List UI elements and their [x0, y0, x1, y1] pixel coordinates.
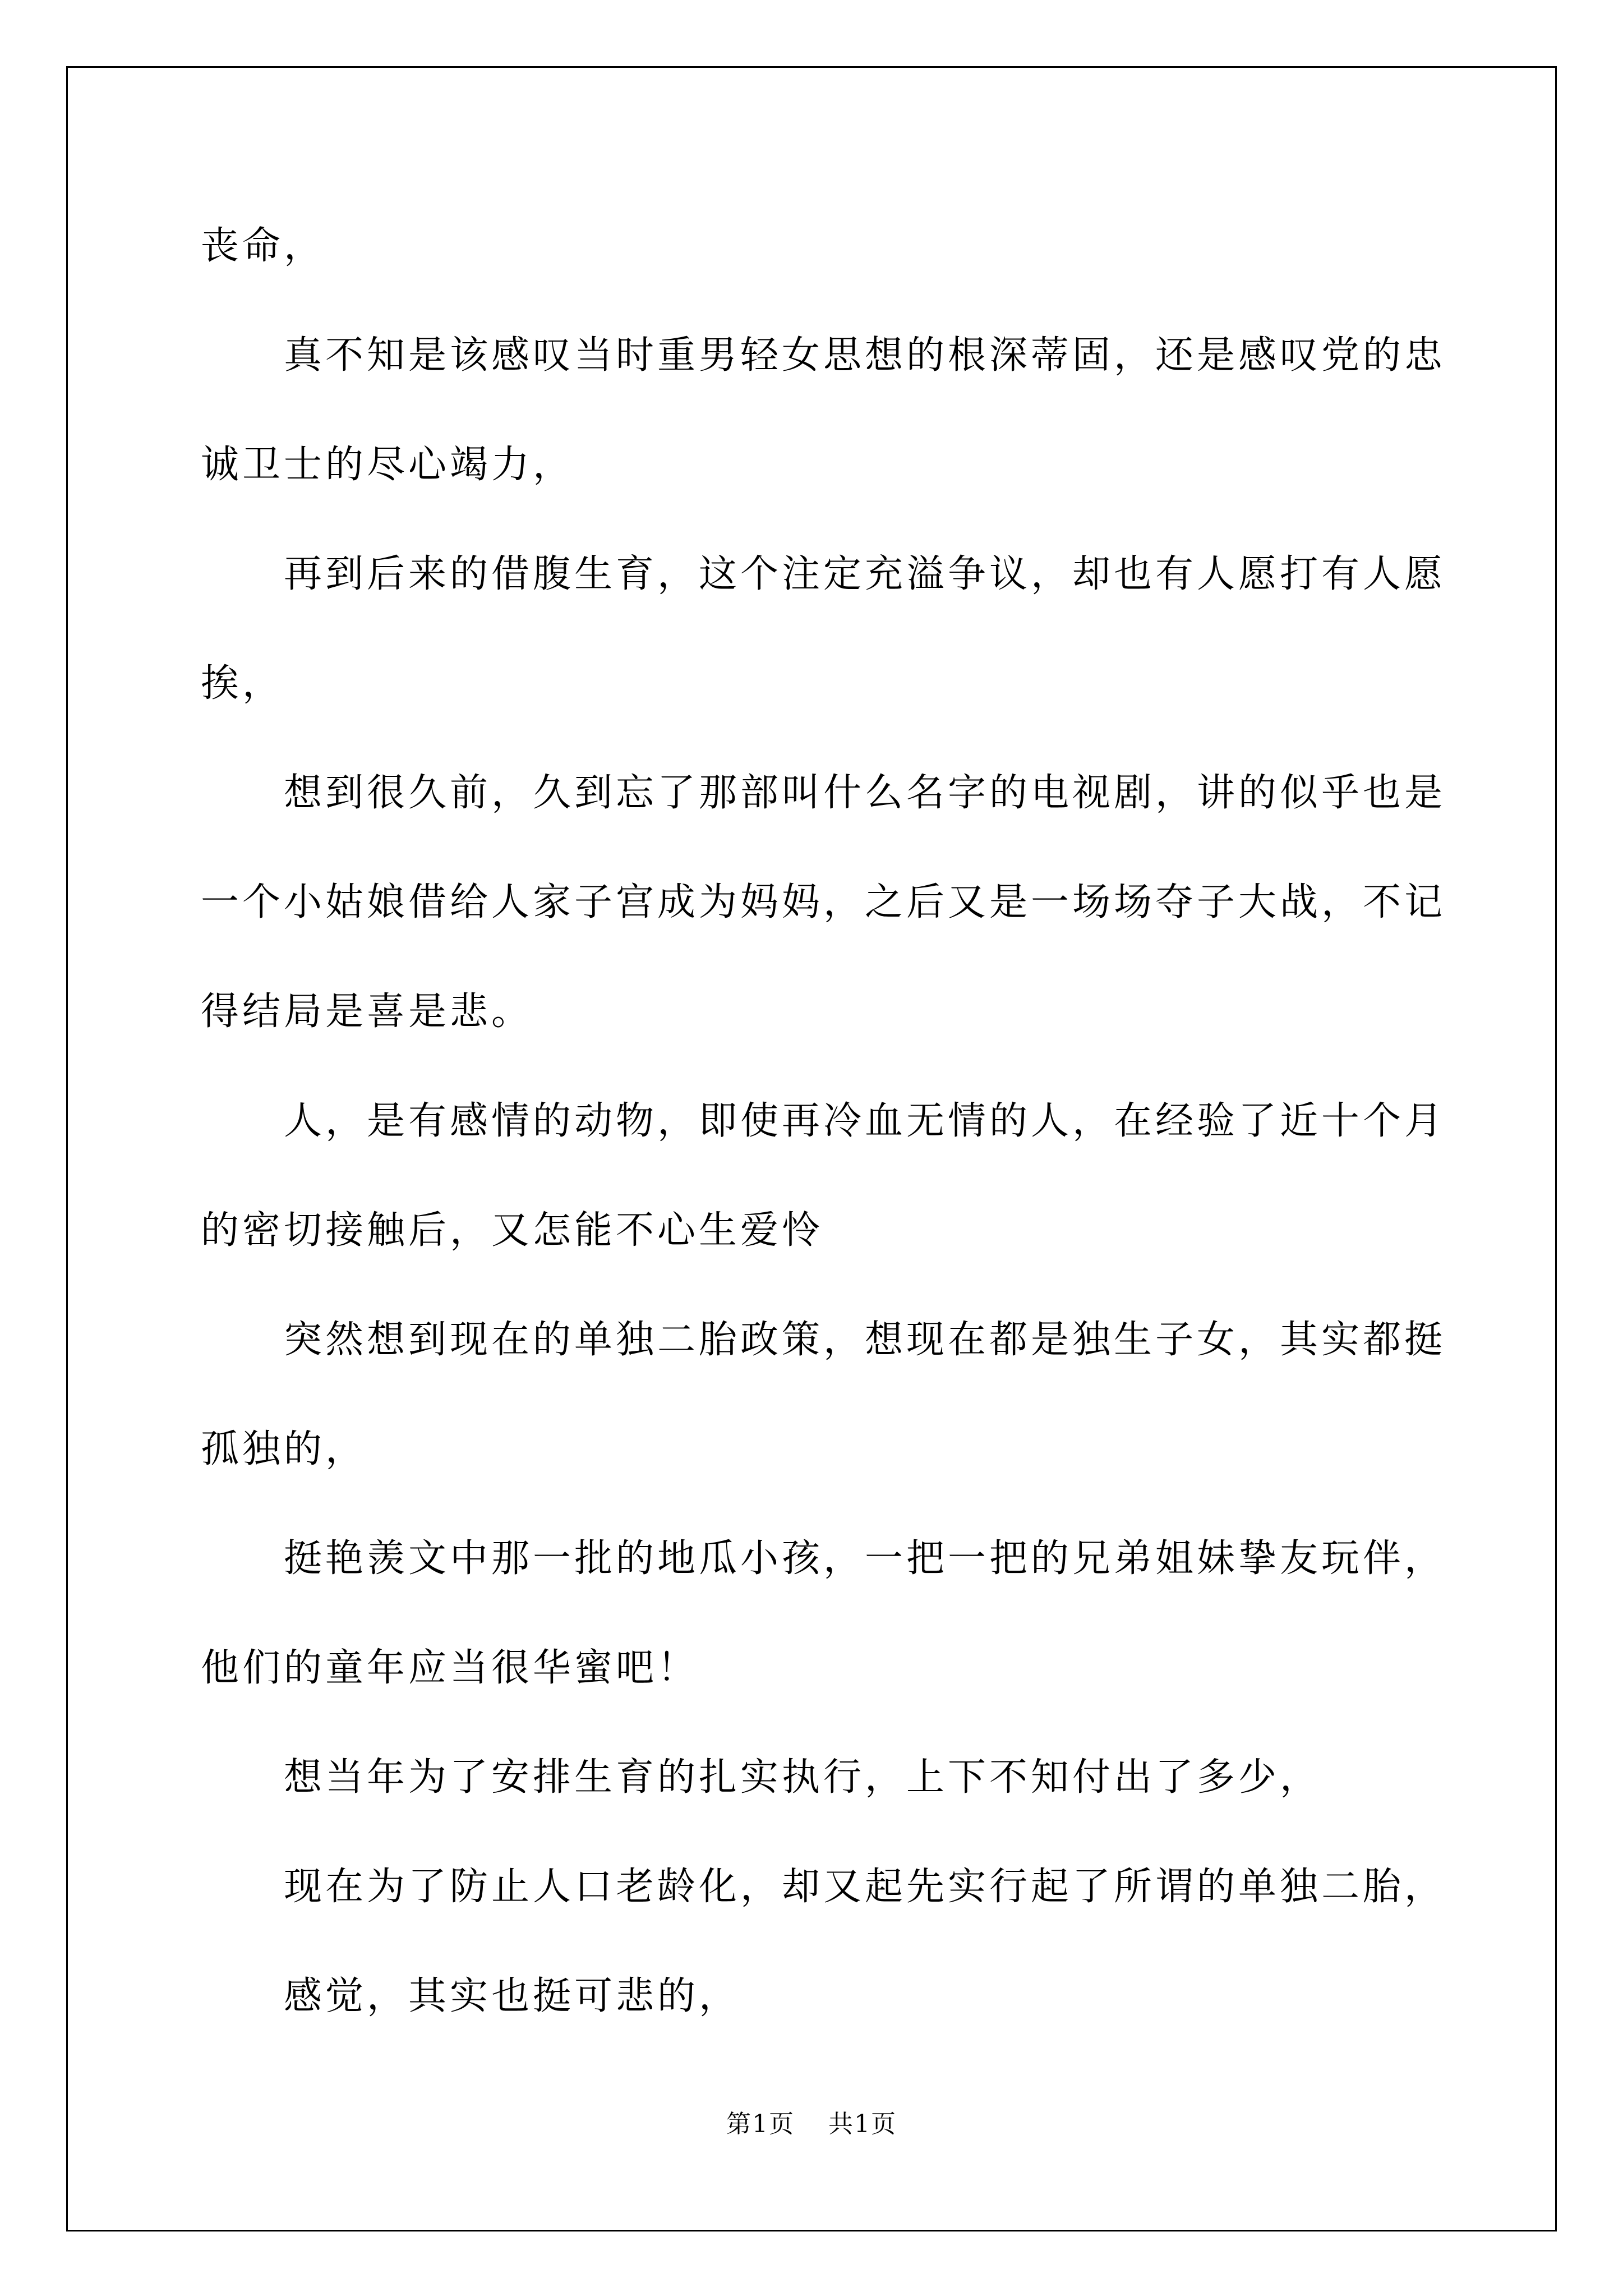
page-number-current: 第1页: [726, 2110, 795, 2138]
text-line-16: 现在为了防止人口老龄化，却又起先实行起了所谓的单独二胎，: [284, 1865, 1446, 1909]
text-line-4: 再到后来的借腹生育，这个注定充溢争议，却也有人愿打有人愿: [284, 552, 1446, 596]
text-line-17: 感觉，其实也挺可悲的，: [284, 1974, 741, 2018]
text-line-13: 挺艳羡文中那一批的地瓜小孩，一把一把的兄弟姐妹挚友玩伴，: [284, 1536, 1446, 1581]
text-line-1: 丧命，: [201, 224, 326, 268]
page-footer: [0, 2104, 1623, 2139]
text-line-3: 诚卫士的尽心竭力，: [201, 443, 575, 487]
text-line-8: 得结局是喜是悲。: [201, 990, 533, 1034]
text-line-2: 真不知是该感叹当时重男轻女思想的根深蒂固，还是感叹党的忠: [284, 333, 1446, 378]
text-line-12: 孤独的，: [201, 1427, 367, 1471]
text-line-6: 想到很久前，久到忘了那部叫什么名字的电视剧，讲的似乎也是: [284, 771, 1446, 815]
text-line-14: 他们的童年应当很华蜜吧！: [201, 1646, 699, 1690]
page-number-total: 共1页: [828, 2110, 897, 2138]
text-line-10: 的密切接触后，又怎能不心生爱怜: [201, 1208, 824, 1253]
text-line-7: 一个小姑娘借给人家子宫成为妈妈，之后又是一场场夺子大战，不记: [201, 880, 1446, 924]
text-line-5: 挨，: [201, 661, 284, 706]
text-line-15: 想当年为了安排生育的扎实执行，上下不知付出了多少，: [284, 1755, 1322, 1800]
text-line-9: 人，是有感情的动物，即使再冷血无情的人，在经验了近十个月: [284, 1099, 1446, 1143]
document-body: [201, 188, 1446, 2047]
text-line-11: 突然想到现在的单独二胎政策，想现在都是独生子女，其实都挺: [284, 1318, 1446, 1362]
